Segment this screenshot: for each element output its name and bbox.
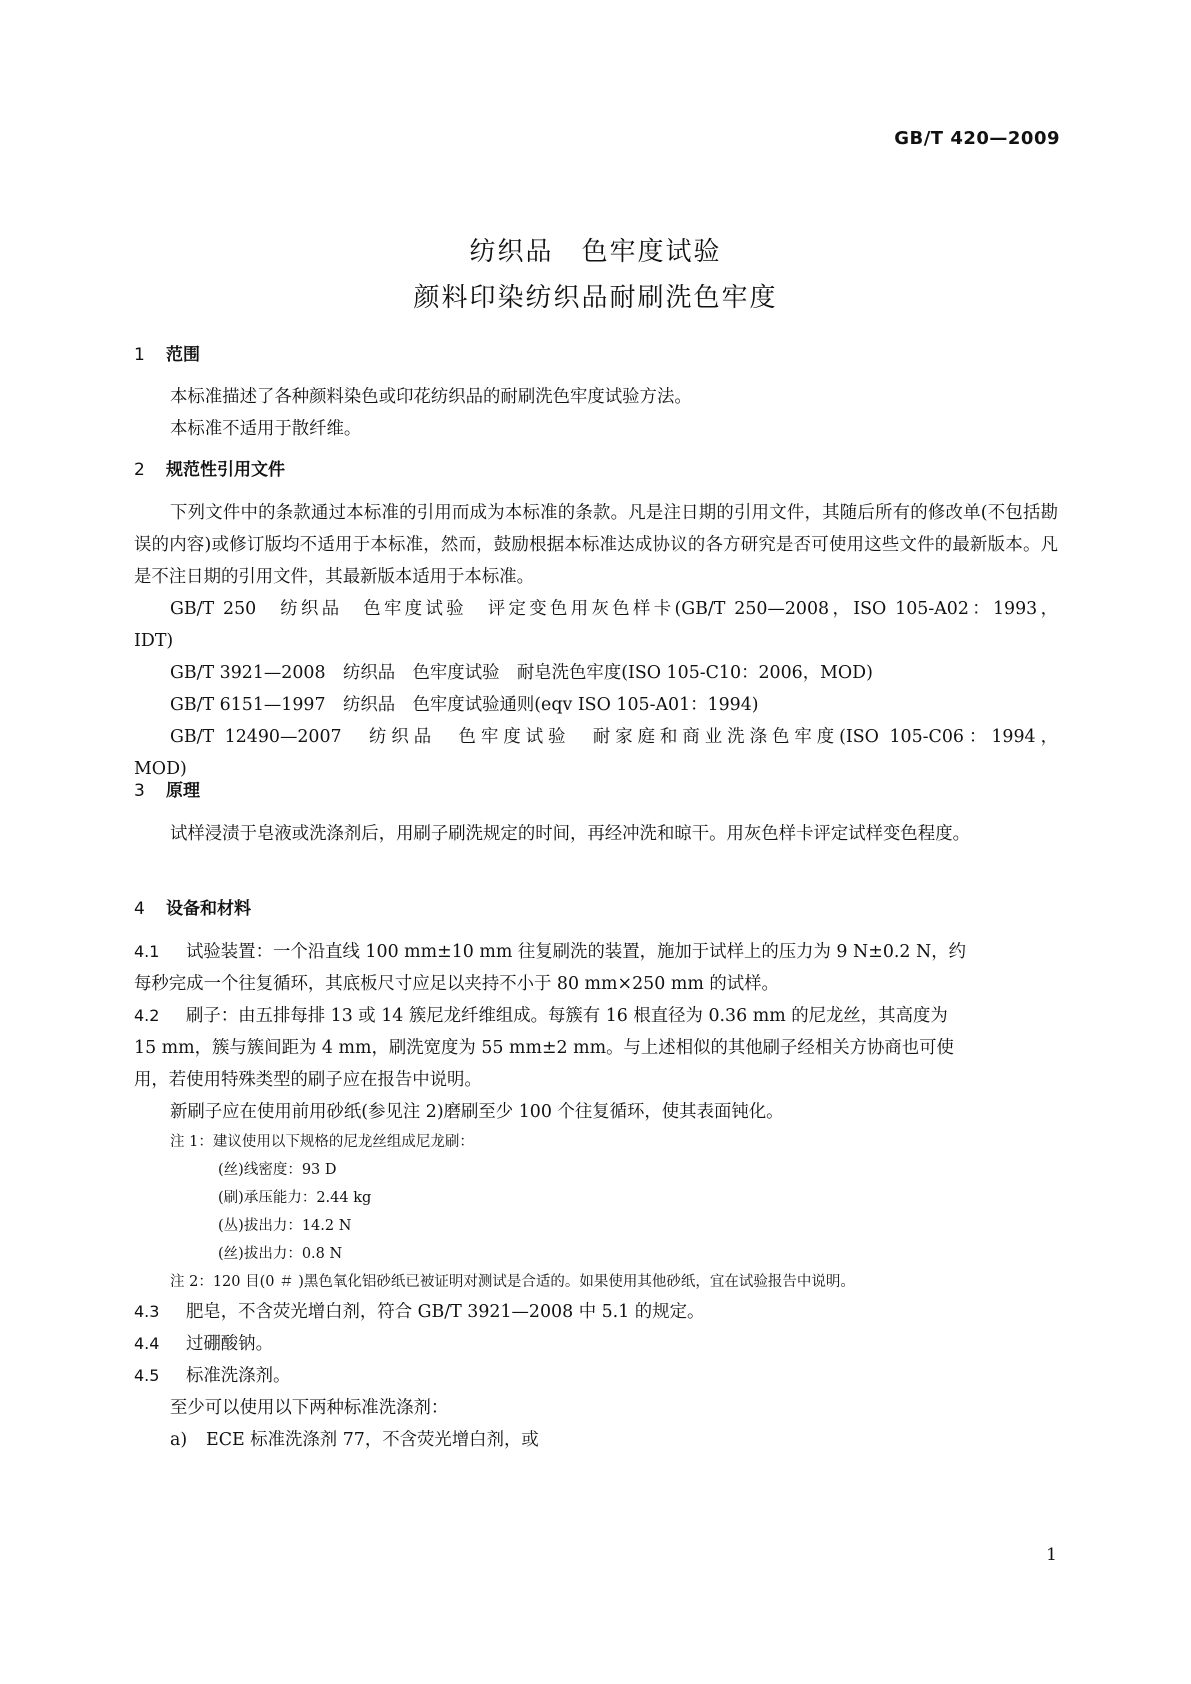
- title-line-1: 纺织品 色牢度试验: [469, 237, 722, 267]
- clause-text: 刷子：由五排每排 13 或 14 簇尼龙纤维组成。每簇有 16 根直径为 0.36 mm 的尼龙丝，其高度为: [186, 1006, 948, 1026]
- standard-number: GB/T 420—2009: [894, 128, 1060, 149]
- section-1-heading: [134, 342, 1058, 368]
- clause-4-3: [134, 1296, 1058, 1328]
- page-number: 1: [1046, 1545, 1057, 1565]
- reference-item-continued: IDT): [134, 631, 174, 651]
- paragraph: 至少可以使用以下两种标准洗涤剂：: [170, 1398, 449, 1418]
- section-title: 设备和材料: [166, 899, 251, 919]
- list-text: ECE 标准洗涤剂 77，不含荧光增白剂，或: [206, 1430, 539, 1450]
- clause-text-continued: 每秒完成一个往复循环，其底板尺寸应足以夹持不小于 80 mm×250 mm 的试样。: [134, 974, 779, 994]
- section-number: 4: [134, 899, 145, 919]
- section-number: 2: [134, 460, 145, 480]
- section-4-body: [134, 936, 1058, 1456]
- reference-item: GB/T 12490—2007 纺织品 色牢度试验 耐家庭和商业洗涤色牢度(ISO 105-C06：1994，: [170, 727, 1058, 747]
- note-2: 注 2：120 目(0 ＃ )黑色氧化铝砂纸已被证明对测试是合适的。如果使用其他砂纸，宜在试验报告中说明。: [170, 1274, 855, 1290]
- paragraph: 本标准不适用于散纤维。: [170, 419, 362, 439]
- reference-item-continued: MOD): [134, 759, 187, 779]
- section-3-body: [134, 818, 1058, 850]
- clause-number: 4.2: [134, 1006, 160, 1025]
- list-item-a: [134, 1424, 1058, 1456]
- clause-text: 肥皂，不含荧光增白剂，符合 GB/T 3921—2008 中 5.1 的规定。: [186, 1302, 705, 1322]
- clause-4-5: [134, 1360, 1058, 1392]
- section-2: [134, 457, 1058, 483]
- note-1-item: (刷)承压能力：2.44 kg: [218, 1190, 372, 1206]
- clause-text: 试验装置：一个沿直线 100 mm±10 mm 往复刷洗的装置，施加于试样上的压力为 9 N±0.2 N，约: [186, 942, 967, 962]
- section-title: 范围: [166, 345, 200, 365]
- clause-number: 4.4: [134, 1334, 160, 1353]
- clause-text-continued: 用，若使用特殊类型的刷子应在报告中说明。: [134, 1070, 482, 1090]
- paragraph: 本标准描述了各种颜料染色或印花纺织品的耐刷洗色牢度试验方法。: [170, 387, 692, 407]
- note-1: 注 1：建议使用以下规格的尼龙丝组成尼龙刷：: [170, 1134, 474, 1150]
- reference-item: GB/T 250 纺织品 色牢度试验 评定变色用灰色样卡(GB/T 250—2008，ISO 105-A02：1993，: [170, 599, 1058, 619]
- section-number: 3: [134, 781, 145, 801]
- clause-text: 标准洗涤剂。: [186, 1366, 291, 1386]
- note-1-item: (丛)拔出力：14.2 N: [218, 1218, 352, 1234]
- section-1-body: [134, 381, 1058, 445]
- clause-number: 4.1: [134, 942, 160, 961]
- clause-number: 4.5: [134, 1366, 160, 1385]
- reference-item: GB/T 3921—2008 纺织品 色牢度试验 耐皂洗色牢度(ISO 105-C10：2006，MOD): [170, 663, 873, 683]
- section-title: 原理: [166, 781, 200, 801]
- clause-4-2: [134, 1000, 1058, 1032]
- paragraph: 新刷子应在使用前用砂纸(参见注 2)磨刷至少 100 个往复循环，使其表面钝化。: [170, 1102, 784, 1122]
- section-4: [134, 896, 1058, 922]
- paragraph: 试样浸渍于皂液或洗涤剂后，用刷子刷洗规定的时间，再经冲洗和晾干。用灰色样卡评定试样变色程度。: [170, 824, 970, 844]
- title-line-2: 颜料印染纺织品耐刷洗色牢度: [413, 283, 778, 313]
- paragraph: 下列文件中的条款通过本标准的引用而成为本标准的条款。凡是注日期的引用文件，其随后所有的修改单(不包括勘误的内容)或修订版均不适用于本标准，然而，鼓励根据本标准达成协议的各方研究是否可使用这些文件的最新版本。凡是不注日期的引用文件，其最新版本适用于本标准。: [134, 503, 1058, 587]
- section-3-heading: [134, 778, 1058, 804]
- section-title: 规范性引用文件: [166, 460, 285, 480]
- section-number: 1: [134, 345, 145, 365]
- clause-text: 过硼酸钠。: [186, 1334, 273, 1354]
- list-label: a): [170, 1430, 188, 1450]
- section-2-body: [134, 497, 1058, 785]
- clause-4-4: [134, 1328, 1058, 1360]
- clause-4-1: [134, 936, 1058, 968]
- section-1: [134, 342, 1058, 368]
- note-1-item: (丝)拔出力：0.8 N: [218, 1246, 343, 1262]
- reference-item: GB/T 6151—1997 纺织品 色牢度试验通则(eqv ISO 105-A01：1994): [170, 695, 759, 715]
- note-1-item: (丝)线密度：93 D: [218, 1162, 337, 1178]
- clause-number: 4.3: [134, 1302, 160, 1321]
- section-3: [134, 778, 1058, 804]
- section-2-heading: [134, 457, 1058, 483]
- section-4-heading: [134, 896, 1058, 922]
- clause-text-continued: 15 mm，簇与簇间距为 4 mm，刷洗宽度为 55 mm±2 mm。与上述相似的其他刷子经相关方协商也可使: [134, 1038, 954, 1058]
